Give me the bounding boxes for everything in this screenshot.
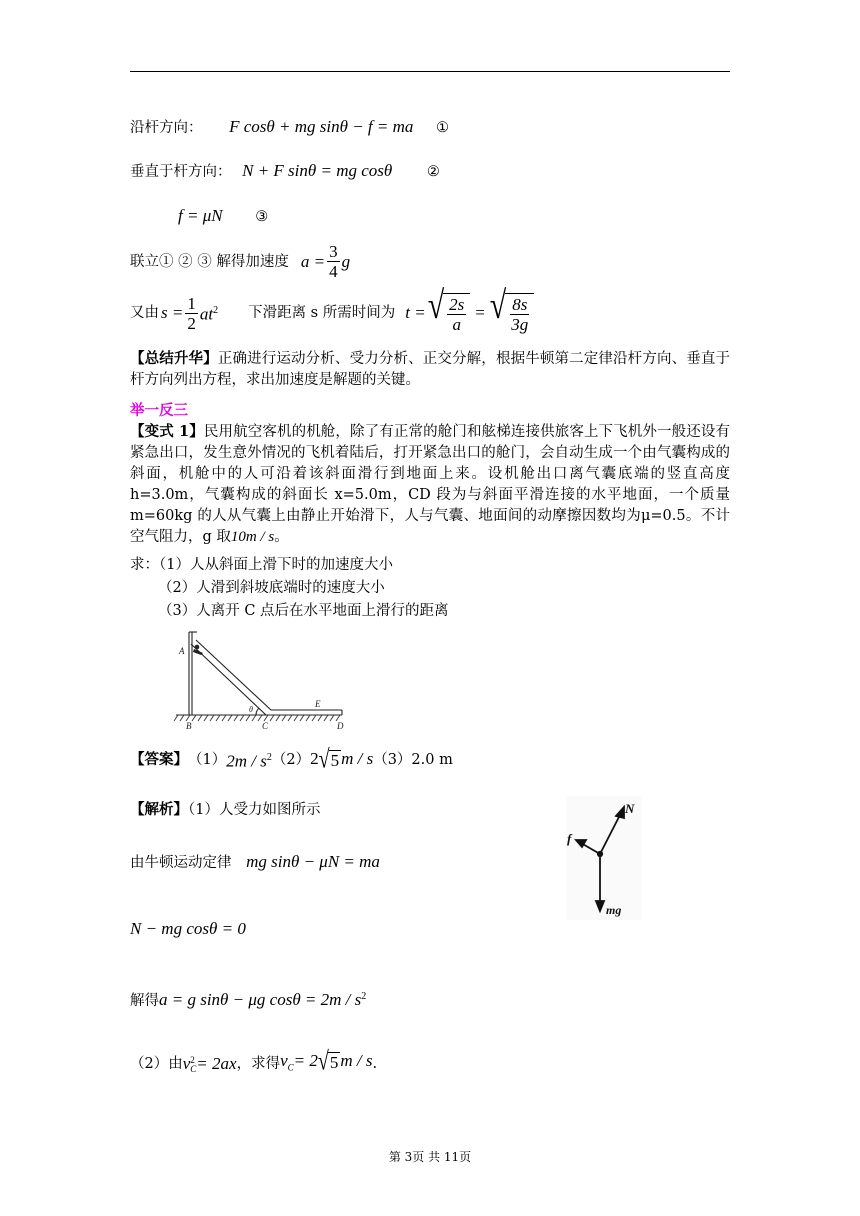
formula-1: F cosθ + mg sinθ − f = ma [229,117,414,136]
newton-label: 由牛顿运动定律 [130,855,232,871]
eq-coef: = 2 [293,1051,318,1070]
equation-time [130,284,534,334]
label-mg: mg [606,903,622,917]
sup-2: 2 [190,1055,195,1066]
velocity-label: （2）由 [130,1056,183,1073]
analysis-line [130,800,320,820]
analysis-label: 【解析】 [130,801,188,818]
radical-sign: √ [318,745,330,774]
answer-value-1: $2m / s^2$ [226,751,272,771]
mark-3: ③ [255,209,269,225]
equation-perpendicular [130,161,440,182]
radical-sign: √ [317,1047,329,1076]
frac-den: a [452,315,461,334]
header-rule [130,71,730,72]
summary-text: 正确进行运动分析、受力分析、正交分解，根据牛顿第二定律沿杆方向、垂直于杆方向列出方程，求出加速度是解题的关键。 [130,351,730,388]
answer-value-1-text: 2m / s [226,751,267,771]
slide-diagram [172,626,352,736]
variant-end: 。 [274,529,289,545]
sqrt-5 [318,745,341,774]
summary-paragraph [130,348,730,391]
answer-part-1: （1） [188,751,227,768]
label-b: B [186,721,192,731]
vc-squared [183,1054,237,1074]
label-theta: θ [249,705,253,714]
result-formula: a = g sinθ − μg cosθ = 2m / s [159,989,362,1009]
velocity-end: . [372,1056,378,1073]
question-1 [130,555,393,575]
newton-formula: mg sinθ − μN = ma [246,852,380,871]
at-text: at [199,304,214,324]
s-lhs: s = [161,303,184,322]
answer-value-2 [310,745,374,774]
sub-c: C [190,1064,197,1075]
summary-label: 【总结升华】 [130,350,218,367]
equals-sign: = [474,303,486,322]
variant-text: 民用航空客机的机舱，除了有正常的舱门和舷梯连接供旅客上下飞机外一般还设有紧急出口，发生意外情况的飞机着陆后，打开紧急出口的舱门，会自动生成一个由气囊构成的斜面，机舱中的人可沿着该斜面滑行到地面上来。设机舱出口离气囊底端的竖直高度 h=3.0m，气囊构成的斜面长 x=5.0m，CD 段为与斜面平滑连接的水平地面，一个质量 m=60kg 的人从气囊上由静止开始滑下，人与气囊、地面间的动摩擦因数均为μ=0.5。不计空气阻力，g 取 [130,424,731,545]
at-squared: $at^2$ [199,304,219,324]
answer-part-2: （2） [271,751,311,768]
frac-den: 2 [187,313,196,333]
questions-intro: 求： [130,557,159,573]
v-symbol: v [182,1054,191,1074]
fraction-2s-a [447,296,466,333]
label-solve-acceleration: 联立① ② ③ 解得加速度 [130,253,289,270]
fraction-1-2 [185,295,198,332]
normal-formula: N − mg cosθ = 0 [130,919,246,938]
frac-num: 1 [187,293,196,313]
label-slide-time: 下滑距离 s 所需时间为 [248,305,396,321]
eq-2ax: = 2ax [196,1054,237,1074]
formula-2: N + F sinθ = mg cosθ [242,161,393,180]
label-n: N [625,801,635,816]
vc-result [280,1047,373,1077]
normal-equation [130,919,246,940]
t-lhs: t = [405,303,426,322]
equation-acceleration [130,243,350,280]
page-footer: 第 3页 共 11页 [388,1150,472,1164]
unit: m / s [341,749,374,769]
frac-num: 3 [329,242,338,261]
sqrt-body [505,293,534,333]
equation-along-rod [130,117,449,138]
variant-label: 【变式 1】 [130,423,204,440]
radical-sign: √ [427,284,445,328]
label-c: C [262,721,269,731]
coef: 2 [310,749,319,769]
label-also: 又由 [130,305,159,321]
question-3: （3）人离开 C 点后在水平地面上滑行的距离 [158,603,449,619]
sub-c: C [287,1062,294,1073]
answer-label: 【答案】 [130,750,188,768]
frac-num: 2s [449,295,465,314]
answer-part-3: （3）2.0 m [373,751,453,768]
sqrt-body: 5 [329,1052,339,1072]
label-along-rod: 沿杆方向： [130,120,203,136]
question-1-text: （1）人从斜面上滑下时的加速度大小 [159,557,393,573]
g-symbol: g [341,251,351,271]
label-d: D [337,721,344,731]
radical-sign: √ [489,284,507,328]
variant-paragraph [130,421,730,548]
fraction-8s-3g [509,296,530,333]
label-f: f [567,831,572,846]
equation-friction [178,206,268,227]
result-label: 解得 [130,992,159,1009]
velocity-mid: ，求得 [236,1056,281,1073]
fraction-3-4 [327,243,340,280]
g-value: 10m / s [230,529,275,545]
frac-den: 4 [329,262,338,281]
formula-3: f = μN [178,206,223,225]
label-a: A [179,646,185,656]
unit: m / s [340,1051,373,1070]
label-e: E [315,699,321,709]
sqrt-body: 5 [330,750,340,770]
newton-equation [130,852,380,873]
velocity-equation [130,1047,378,1077]
sqrt-5 [317,1047,340,1076]
answer-line [130,745,453,774]
mark-2: ② [426,164,440,180]
sqrt-body [443,293,470,333]
acceleration-result: 解得a = g sinθ − μg $\cos\theta = 2m / s^2$ [130,989,367,1009]
frac-den: 3g [511,315,529,334]
sqrt-8s-3g [489,284,534,334]
question-2: （2）人滑到斜坡底端时的速度大小 [158,580,385,596]
mark-1: ① [436,120,449,136]
section-title: 举一反三 [130,402,188,419]
sqrt-2s-a [427,284,471,334]
force-diagram [566,796,642,920]
a-lhs: a = [300,251,326,271]
v-symbol: v [280,1051,288,1070]
frac-num: 8s [512,295,528,314]
label-perpendicular: 垂直于杆方向： [130,164,232,180]
analysis-text: （1）人受力如图所示 [188,802,321,818]
